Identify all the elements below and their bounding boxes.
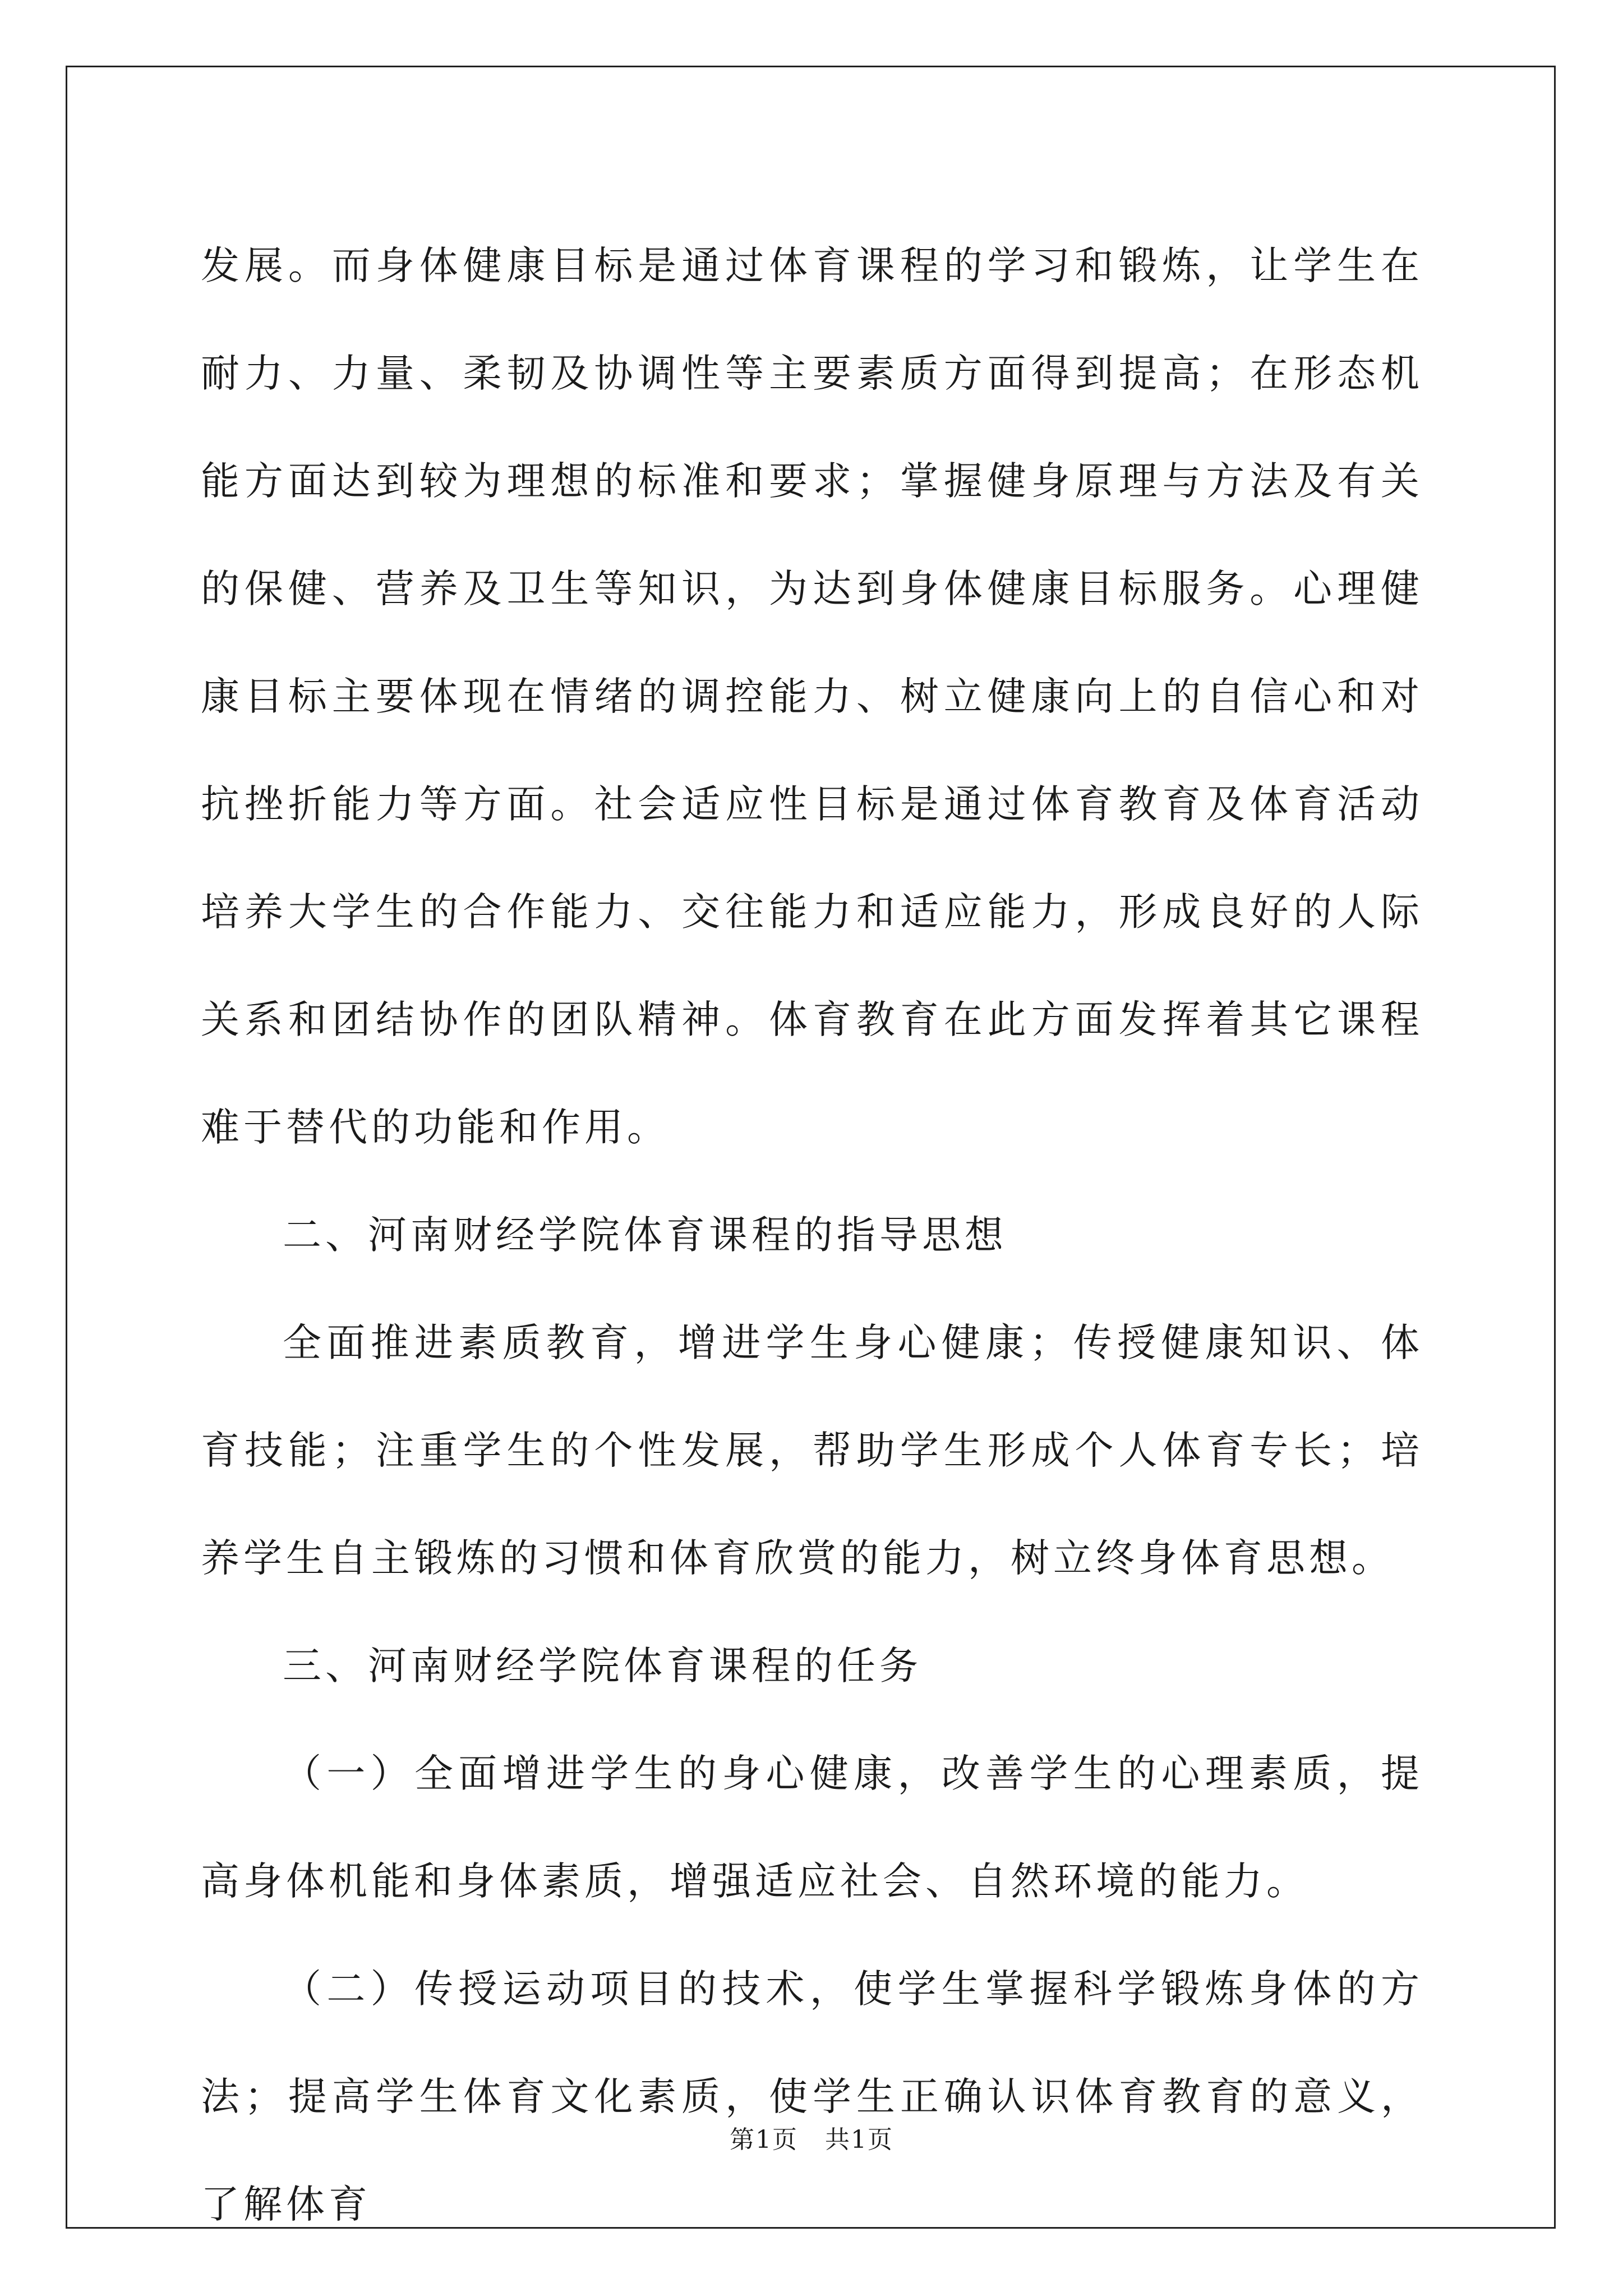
paragraph-health-goals: 发展。而身体健康目标是通过体育课程的学习和锻炼，让学生在耐力、力量、柔韧及协调性等主要素质方面得到提高；在形态机能方面达到较为理想的标准和要求；掌握健身原理与方法及有关的保健、营养及卫生等知识，为达到身体健康目标服务。心理健康目标主要体现在情绪的调控能力、树立健康向上的自信心和对抗挫折能力等方面。社会适应性目标是通过体育教育及体育活动培养大学生的合作能力、交往能力和适应能力，形成良好的人际关系和团结协作的团队精神。体育教育在此方面发挥着其它课程难于替代的功能和作用。 — [201, 243, 1423, 1150]
paragraph-task-one: （一）全面增进学生的身心健康，改善学生的心理素质，提高身体机能和身体素质，增强适应社会、自然环境的能力。 — [201, 1751, 1423, 1904]
heading-guiding-ideology: 二、河南财经学院体育课程的指导思想 — [283, 1213, 1007, 1258]
page-number-footer: 第1页 共1页 — [730, 2125, 893, 2154]
document-body — [201, 212, 1423, 2258]
heading-course-tasks: 三、河南财经学院体育课程的任务 — [283, 1644, 922, 1688]
paragraph-guiding-ideology: 全面推进素质教育，增进学生身心健康；传授健康知识、体育技能；注重学生的个性发展，帮助学生形成个人体育专长；培养学生自主锻炼的习惯和体育欣赏的能力，树立终身体育思想。 — [201, 1320, 1423, 1581]
paragraph-task-two: （二）传授运动项目的技术，使学生掌握科学锻炼身体的方法；提高学生体育文化素质，使学生正确认识体育教育的意义，了解体育 — [201, 1967, 1423, 2227]
